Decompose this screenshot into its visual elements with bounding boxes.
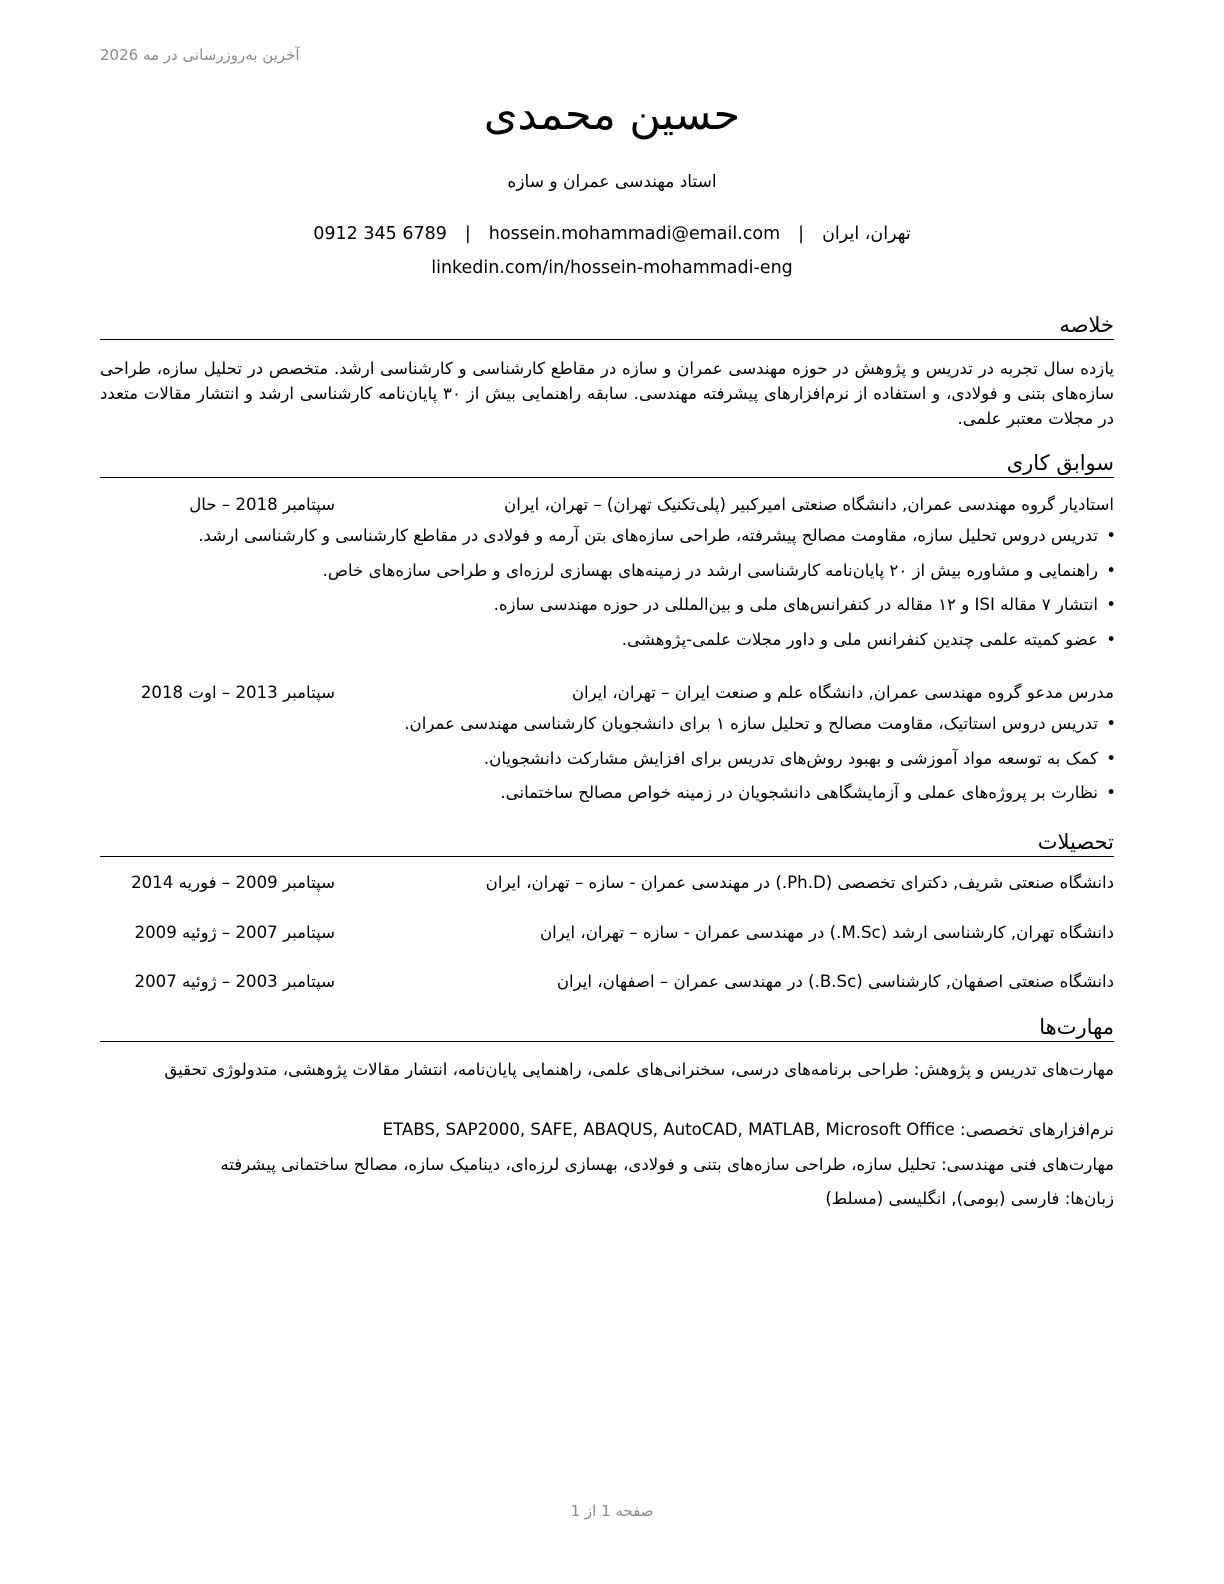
- job-bullet: •تدریس دروس تحلیل سازه، مقاومت مصالح پیشرفته، طراحی سازه‌های بتن آرمه و فولادی در مقاطع کارشناسی و کارشناسی ارشد.: [198, 526, 1116, 545]
- contact-line: [0, 224, 1224, 244]
- summary-text: یازده سال تجربه در تدریس و پژوهش در حوزه مهندسی عمران و سازه در مقاطع کارشناسی و کارشناسی ارشد. متخصص در تحلیل سازه، طراحی سازه‌های بتنی و فولادی، و استفاده از نرم‌افزارهای پیشرفته مهندسی. سابقه راهنمایی بیش از ۳۰ پایان‌نامه کارشناسی ارشد و انتشار مقالات متعدد در مجلات معتبر علمی.: [100, 359, 1114, 428]
- section-heading-summary: خلاصه: [100, 312, 1114, 340]
- linkedin-link[interactable]: linkedin.com/in/hossein-mohammadi-eng: [431, 258, 793, 278]
- email-link[interactable]: hossein.mohammadi@email.com: [488, 224, 781, 244]
- job-organization: مدرس مدعو گروه مهندسی عمران, دانشگاه علم و صنعت ایران – تهران، ایران: [571, 683, 1114, 702]
- job-bullet: •انتشار ۷ مقاله ISI و ۱۲ مقاله در کنفرانس‌های ملی و بین‌المللی در حوزه مهندسی سازه.: [493, 595, 1116, 614]
- education-institution: دانشگاه صنعتی اصفهان, کارشناسی (B.Sc.) در مهندسی عمران – اصفهان، ایران: [556, 972, 1114, 991]
- job-organization: استادیار گروه مهندسی عمران, دانشگاه صنعتی امیرکبیر (پلی‌تکنیک تهران) – تهران، ایران: [504, 495, 1114, 514]
- phone: 0912 345 6789: [313, 224, 447, 244]
- last-updated: آخرین به‌روزرسانی در مه 2026: [100, 46, 300, 64]
- job-title: استاد مهندسی عمران و سازه: [507, 172, 717, 192]
- job-bullet: •راهنمایی و مشاوره بیش از ۲۰ پایان‌نامه کارشناسی ارشد در زمینه‌های بهسازی لرزه‌ای و طراحی سازه‌های خاص.: [322, 561, 1116, 580]
- page-number: صفحه 1 از 1: [570, 1502, 654, 1520]
- separator: |: [464, 224, 471, 244]
- job-bullet: •تدریس دروس استاتیک، مقاومت مصالح و تحلیل سازه ۱ برای دانشجویان کارشناسی مهندسی عمران.: [404, 714, 1116, 733]
- location: تهران، ایران: [822, 224, 911, 244]
- section-heading-education: تحصیلات: [100, 829, 1114, 857]
- job-date: سپتامبر 2018 – حال: [189, 495, 335, 514]
- job-bullet: •کمک به توسعه مواد آموزشی و بهبود روش‌های تدریس برای افزایش مشارکت دانشجویان.: [483, 749, 1116, 768]
- separator: |: [798, 224, 805, 244]
- job-bullet: •عضو کمیته علمی چندین کنفرانس ملی و داور مجلات علمی-پژوهشی.: [621, 630, 1116, 649]
- job-bullet: •نظارت بر پروژه‌های عملی و آزمایشگاهی دانشجویان در زمینه خواص مصالح ساختمانی.: [500, 783, 1116, 802]
- education-institution: دانشگاه تهران, کارشناسی ارشد (M.Sc.) در مهندسی عمران - سازه – تهران، ایران: [539, 923, 1114, 942]
- skill-line: زبان‌ها: فارسی (بومی), انگلیسی (مسلط): [825, 1189, 1114, 1208]
- person-name: حسین محمدی: [483, 90, 741, 140]
- section-heading-skills: مهارت‌ها: [100, 1014, 1114, 1042]
- education-date: سپتامبر 2007 – ژوئیه 2009: [134, 923, 335, 942]
- section-heading-experience: سوابق کاری: [100, 450, 1114, 478]
- skill-line: نرم‌افزارهای تخصصی: ETABS, SAP2000, SAFE, ABAQUS, AutoCAD, MATLAB, Microsoft Office: [382, 1120, 1114, 1139]
- education-date: سپتامبر 2009 – فوریه 2014: [131, 873, 335, 892]
- skill-line: مهارت‌های تدریس و پژوهش: طراحی برنامه‌های درسی، سخنرانی‌های علمی، راهنمایی پایان‌نامه، انتشار مقالات پژوهشی، متدولوژی تحقیق: [164, 1060, 1114, 1079]
- skill-line: مهارت‌های فنی مهندسی: تحلیل سازه، طراحی سازه‌های بتنی و فولادی، بهسازی لرزه‌ای، دینامیک سازه، مصالح ساختمانی پیشرفته: [220, 1155, 1114, 1174]
- job-date: سپتامبر 2013 – اوت 2018: [140, 683, 335, 702]
- education-institution: دانشگاه صنعتی شریف, دکترای تخصصی (Ph.D.) در مهندسی عمران - سازه – تهران، ایران: [485, 873, 1114, 892]
- education-date: سپتامبر 2003 – ژوئیه 2007: [134, 972, 335, 991]
